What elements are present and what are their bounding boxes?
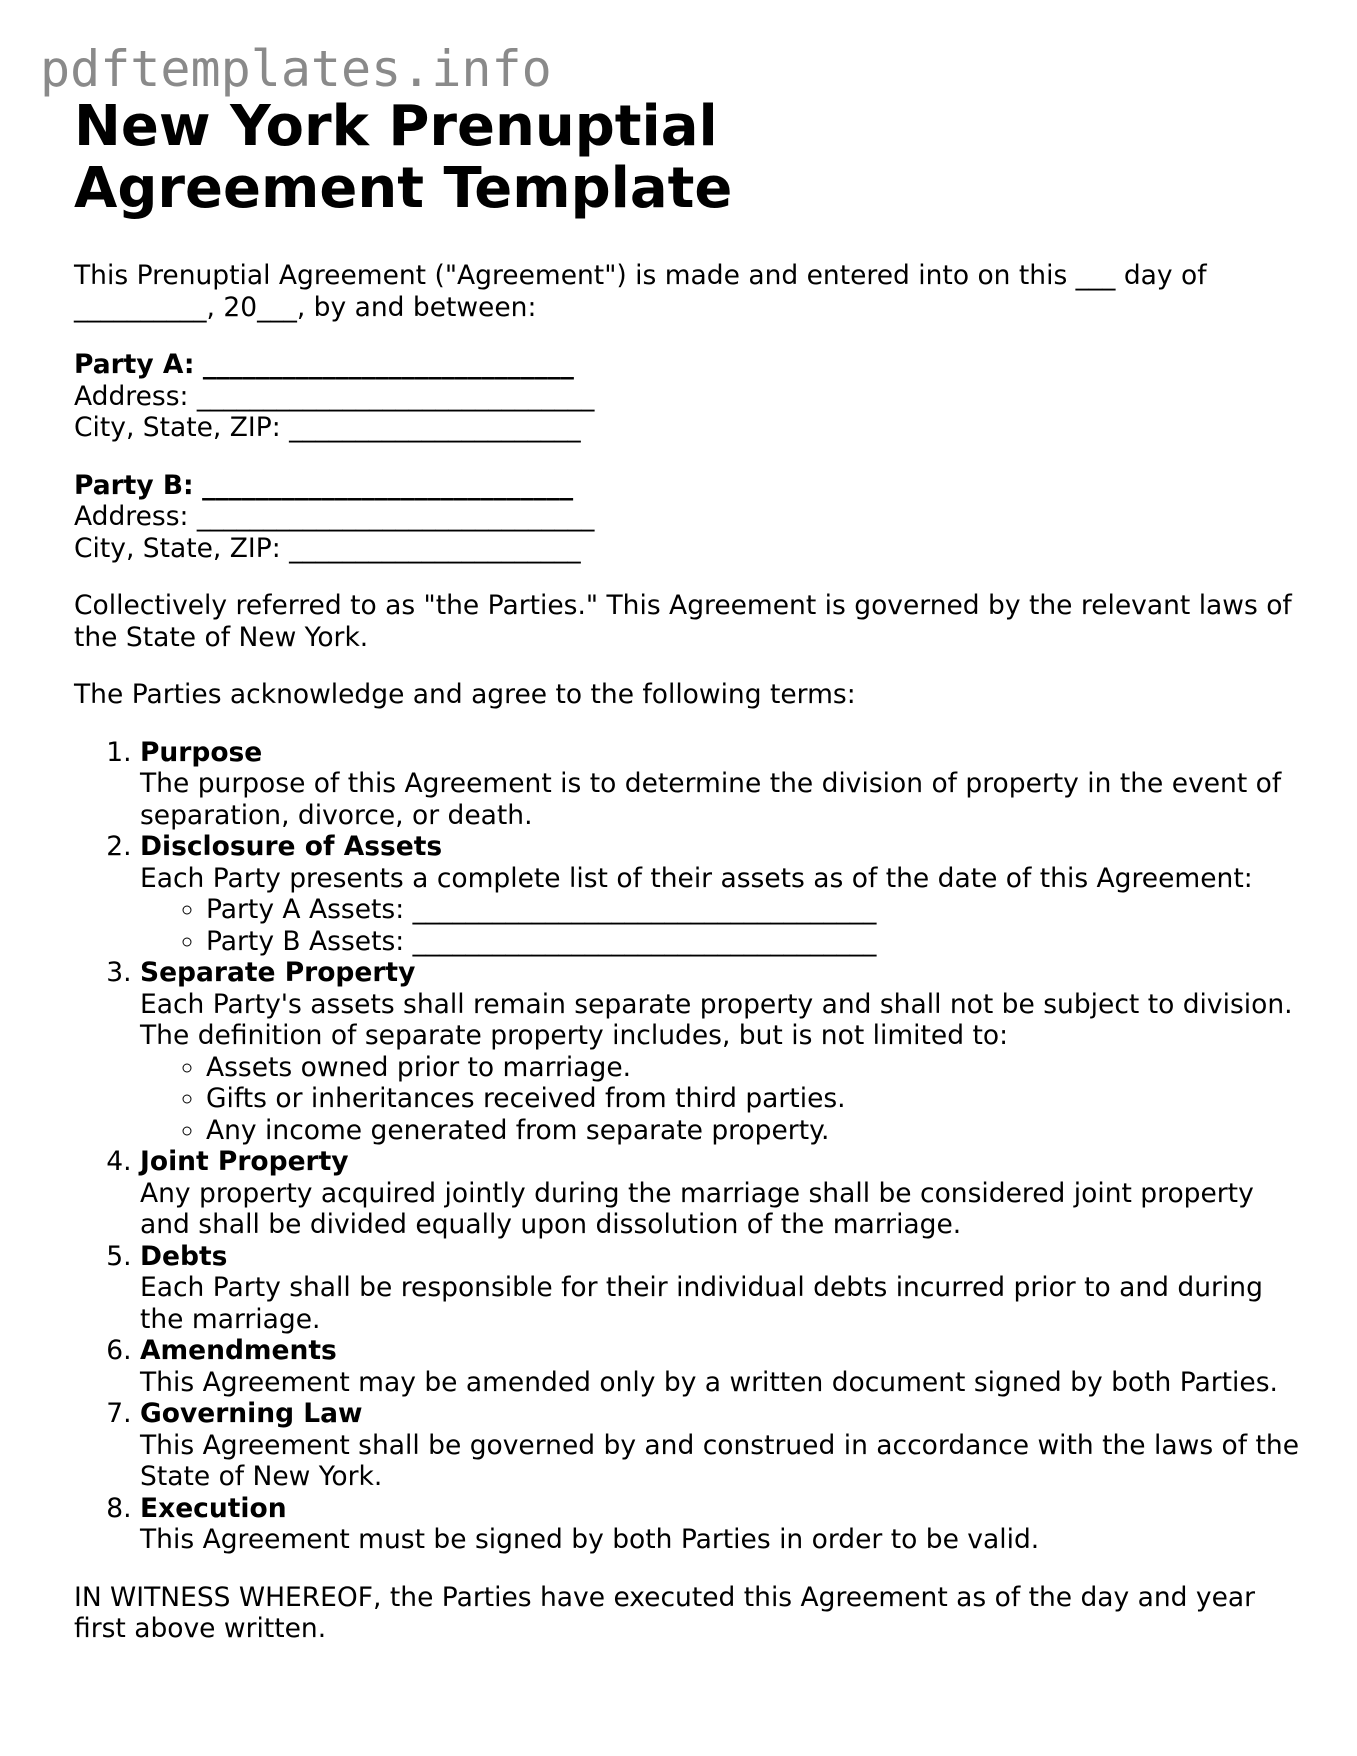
document-page — [74, 96, 1304, 1645]
term-title: 5. Debts — [140, 1240, 228, 1272]
intro-line-1: This Prenuptial Agreement ("Agreement") is made and entered into on this ___ day of — [74, 260, 1207, 291]
term-body: Each Party shall be responsible for their individual debts incurred prior to and during the marriage. — [140, 1272, 1263, 1335]
term-body: Each Party presents a complete list of their assets as of the date of this Agreement: — [140, 862, 1253, 894]
sublist-item: ◦ Gifts or inheritances received from third parties. — [206, 1083, 1304, 1115]
term-item — [140, 1398, 1304, 1493]
terms-list — [74, 737, 1304, 1556]
term-item — [140, 831, 1304, 957]
intro-paragraph — [74, 260, 1304, 323]
witness-paragraph: IN WITNESS WHEREOF, the Parties have executed this Agreement as of the day and year first above written. — [74, 1581, 1256, 1644]
party-a-label: Party A: — [74, 349, 195, 380]
term-title: 7. Governing Law — [140, 1398, 363, 1429]
term-title: 3. Separate Property — [140, 957, 416, 988]
party-b-address: Address: ______________________________ — [74, 501, 595, 532]
sublist-item: ◦ Party B Assets: ___________________________________ — [206, 926, 1304, 958]
term-item — [140, 1493, 1304, 1556]
term-body: The purpose of this Agreement is to determine the division of property in the event of separation, divorce, or death. — [140, 768, 1282, 831]
term-title: 8. Execution — [140, 1492, 287, 1524]
separate-property-sublist — [140, 1052, 1304, 1147]
term-title: 6. Amendments — [140, 1335, 337, 1366]
party-b-label: Party B: — [74, 469, 194, 501]
party-a-address: Address: ______________________________ — [74, 380, 595, 412]
party-b-city: City, State, ZIP: ______________________ — [74, 532, 581, 564]
term-item — [140, 957, 1304, 1146]
term-title: 1. Purpose — [140, 736, 263, 768]
party-b-block — [74, 470, 1304, 565]
term-body: Each Party's assets shall remain separate property and shall not be subject to division. The definition of separate property includes, but is not limited to: — [140, 988, 1293, 1051]
term-body: This Agreement must be signed by both Parties in order to be valid. — [140, 1524, 1040, 1555]
sublist-item: ◦ Party A Assets: ___________________________________ — [206, 894, 1304, 926]
term-title: 2. Disclosure of Assets — [140, 831, 443, 862]
term-item — [140, 1335, 1304, 1398]
acknowledge-paragraph: The Parties acknowledge and agree to the following terms: — [74, 679, 856, 710]
term-item — [140, 1146, 1304, 1241]
sublist-item: ◦ Assets owned prior to marriage. — [206, 1052, 1304, 1084]
term-body: Any property acquired jointly during the marriage shall be considered joint property and shall be divided equally upon dissolution of the marriage. — [140, 1177, 1254, 1240]
watermark: pdftemplates.info — [40, 40, 552, 98]
term-title: 4. Joint Property — [140, 1146, 349, 1177]
collectively-paragraph: Collectively referred to as "the Parties." This Agreement is governed by the relevant laws of the State of New York. — [74, 590, 1292, 653]
term-item — [140, 737, 1304, 832]
party-b-name-blank: ____________________________ — [202, 469, 574, 501]
party-a-name-blank: ____________________________ — [202, 349, 574, 380]
assets-sublist — [140, 894, 1304, 957]
party-a-city: City, State, ZIP: ______________________ — [74, 412, 581, 443]
document-title: New York Prenuptial Agreement Template — [74, 94, 733, 221]
term-body: This Agreement shall be governed by and construed in accordance with the laws of the State of New York. — [140, 1429, 1299, 1492]
term-item — [140, 1241, 1304, 1336]
party-a-block — [74, 349, 1304, 444]
sublist-item: ◦ Any income generated from separate property. — [206, 1115, 1304, 1147]
term-body: This Agreement may be amended only by a written document signed by both Parties. — [140, 1366, 1278, 1398]
intro-line-2: __________, 20___, by and between: — [74, 291, 537, 323]
